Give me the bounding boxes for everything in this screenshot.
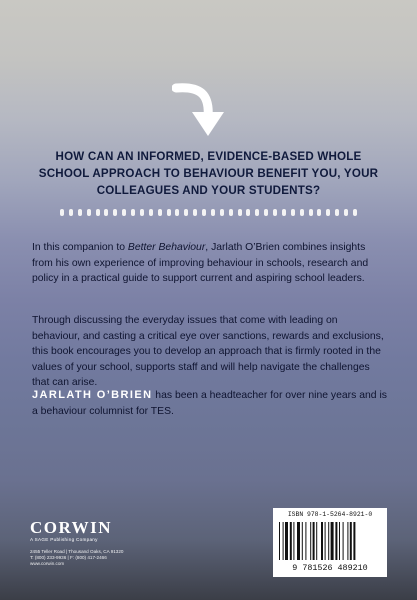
publisher-logo-block <box>30 519 123 567</box>
barcode-stripe <box>293 522 294 560</box>
barcode-stripe <box>283 522 284 560</box>
publisher-address: 2455 Teller Road | Thousand Oaks, CA 91320 T: (800) 233-9936 | F: (800) 417-2466 www.corwin.com <box>30 549 124 566</box>
barcode-stripe <box>279 522 280 560</box>
description-paragraph-2: Through discussing the everyday issues that come with leading on behaviour, and casting a critical eye over sanctions, rewards and exclusions, this book encourages you to develop an approach that is firmly rooted in the values of your school, supports staff and will help navigate the challenges that can arise. <box>32 315 384 389</box>
publisher-logo: CORWIN <box>30 518 113 537</box>
barcode-stripe <box>310 522 311 560</box>
barcode-stripe <box>335 522 337 560</box>
author-bio: JARLATH O’BRIEN has been a headteacher for over nine years and is a behaviour columnist for TES. <box>32 389 387 417</box>
isbn-barcode <box>273 508 387 577</box>
isbn-label: ISBN 978-1-5264-8921-0 <box>287 511 373 518</box>
curved-arrow-icon <box>172 78 240 142</box>
barcode-stripe <box>302 522 303 560</box>
headline-question: HOW CAN AN INFORMED, EVIDENCE-BASED WHOLE SCHOOL APPROACH TO BEHAVIOUR BENEFIT YOU, YOUR COLLEAGUES AND YOUR STUDENTS? <box>38 150 379 197</box>
barcode-stripe <box>347 522 348 560</box>
barcode-stripe <box>328 522 329 560</box>
barcode-bars <box>279 522 381 560</box>
barcode-stripe <box>290 522 292 560</box>
barcode-number: 9 781526 489210 <box>292 563 368 573</box>
barcode-stripe <box>325 522 326 560</box>
publisher-tagline: A SAGE Publishing Company <box>30 537 98 542</box>
barcode-stripe <box>339 522 340 560</box>
barcode-stripe <box>331 522 334 560</box>
barcode-stripe <box>285 522 288 560</box>
barcode-stripe <box>343 522 344 560</box>
barcode-stripe <box>353 522 355 560</box>
author-name: JARLATH O’BRIEN <box>32 389 153 401</box>
barcode-stripe <box>321 522 323 560</box>
dotted-divider <box>60 206 357 218</box>
description-paragraph-1: In this companion to Better Behaviour, Jarlath O’Brien combines insights from his own experience of improving behaviour in schools, research and policy in a practical guide to support current and aspiring school leaders. <box>32 242 369 285</box>
barcode-stripe <box>350 522 352 560</box>
barcode-stripe <box>313 522 315 560</box>
barcode-stripe <box>305 522 306 560</box>
barcode-stripe <box>316 522 317 560</box>
barcode-stripe <box>297 522 300 560</box>
companion-book-title: Better Behaviour <box>127 242 206 253</box>
